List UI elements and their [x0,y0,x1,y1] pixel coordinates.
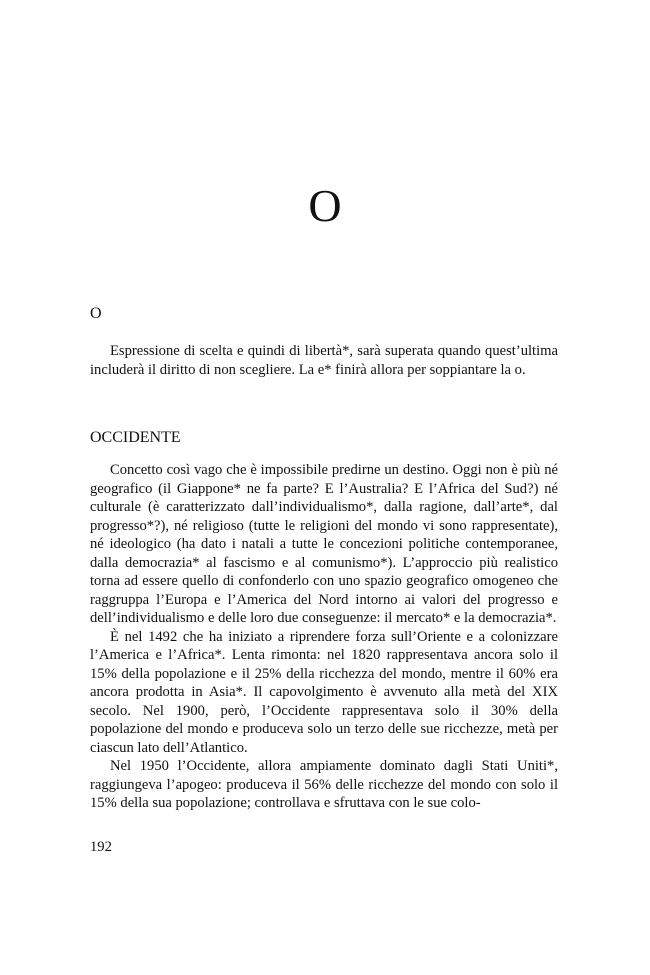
page-number: 192 [90,839,112,855]
entry-heading-occidente: OCCIDENTE [90,429,181,446]
paragraph: Concetto così vago che è impossibile predirne un destino. Oggi non è più né geografico (il Giappone* ne fa parte? E l’Australia? E l’Africa del Sud?) né culturale (è caratterizzato dall’individualismo*, dalla ragione, dall’arte*, dal progresso*?), né religioso (tutte le religioni del mondo vi sono rappresentate), né ideologico (ha dato i natali a tutte le concezioni politiche contemporanee, dalla democrazia* al fascismo e al comunismo*). L’approccio più realistico torna ad essere quello di confonderlo con uno spazio geografico omogeneo che raggruppa l’Europa e l’America del Nord intorno ai valori del progresso e dell’individualismo e delle loro due conseguenze: il mercato* e la democrazia*. [90,462,558,626]
paragraph: Espressione di scelta e quindi di libertà*, sarà superata quando quest’ultima includerà il diritto di non scegliere. La e* finirà allora per soppiantare la o. [90,343,558,378]
section-letter: O [308,180,342,231]
entry-body-occidente [90,461,558,813]
entry-body-o [90,342,558,379]
entry-heading-o: O [90,305,102,322]
paragraph: Nel 1950 l’Occidente, allora ampiamente dominato dagli Stati Uniti*, raggiungeva l’apogeo: produceva il 56% delle ricchezze del mondo con solo il 15% della sua popolazione; controllava e sfruttava con le sue colo- [90,758,558,811]
paragraph: È nel 1492 che ha iniziato a riprendere forza sull’Oriente e a colonizzare l’America e l’Africa*. Lenta rimonta: nel 1820 rappresentava ancora solo il 15% della popolazione e il 25% della ricchezza del mondo, mentre il 60% era ancora prodotta in Asia*. Il capovolgimento è avvenuto alla metà del XIX secolo. Nel 1900, però, l’Occidente rappresentava solo il 30% della popolazione del mondo e produceva solo un terzo delle sue ricchezze, metà per ciascun lato dell’Atlantico. [90,628,558,756]
